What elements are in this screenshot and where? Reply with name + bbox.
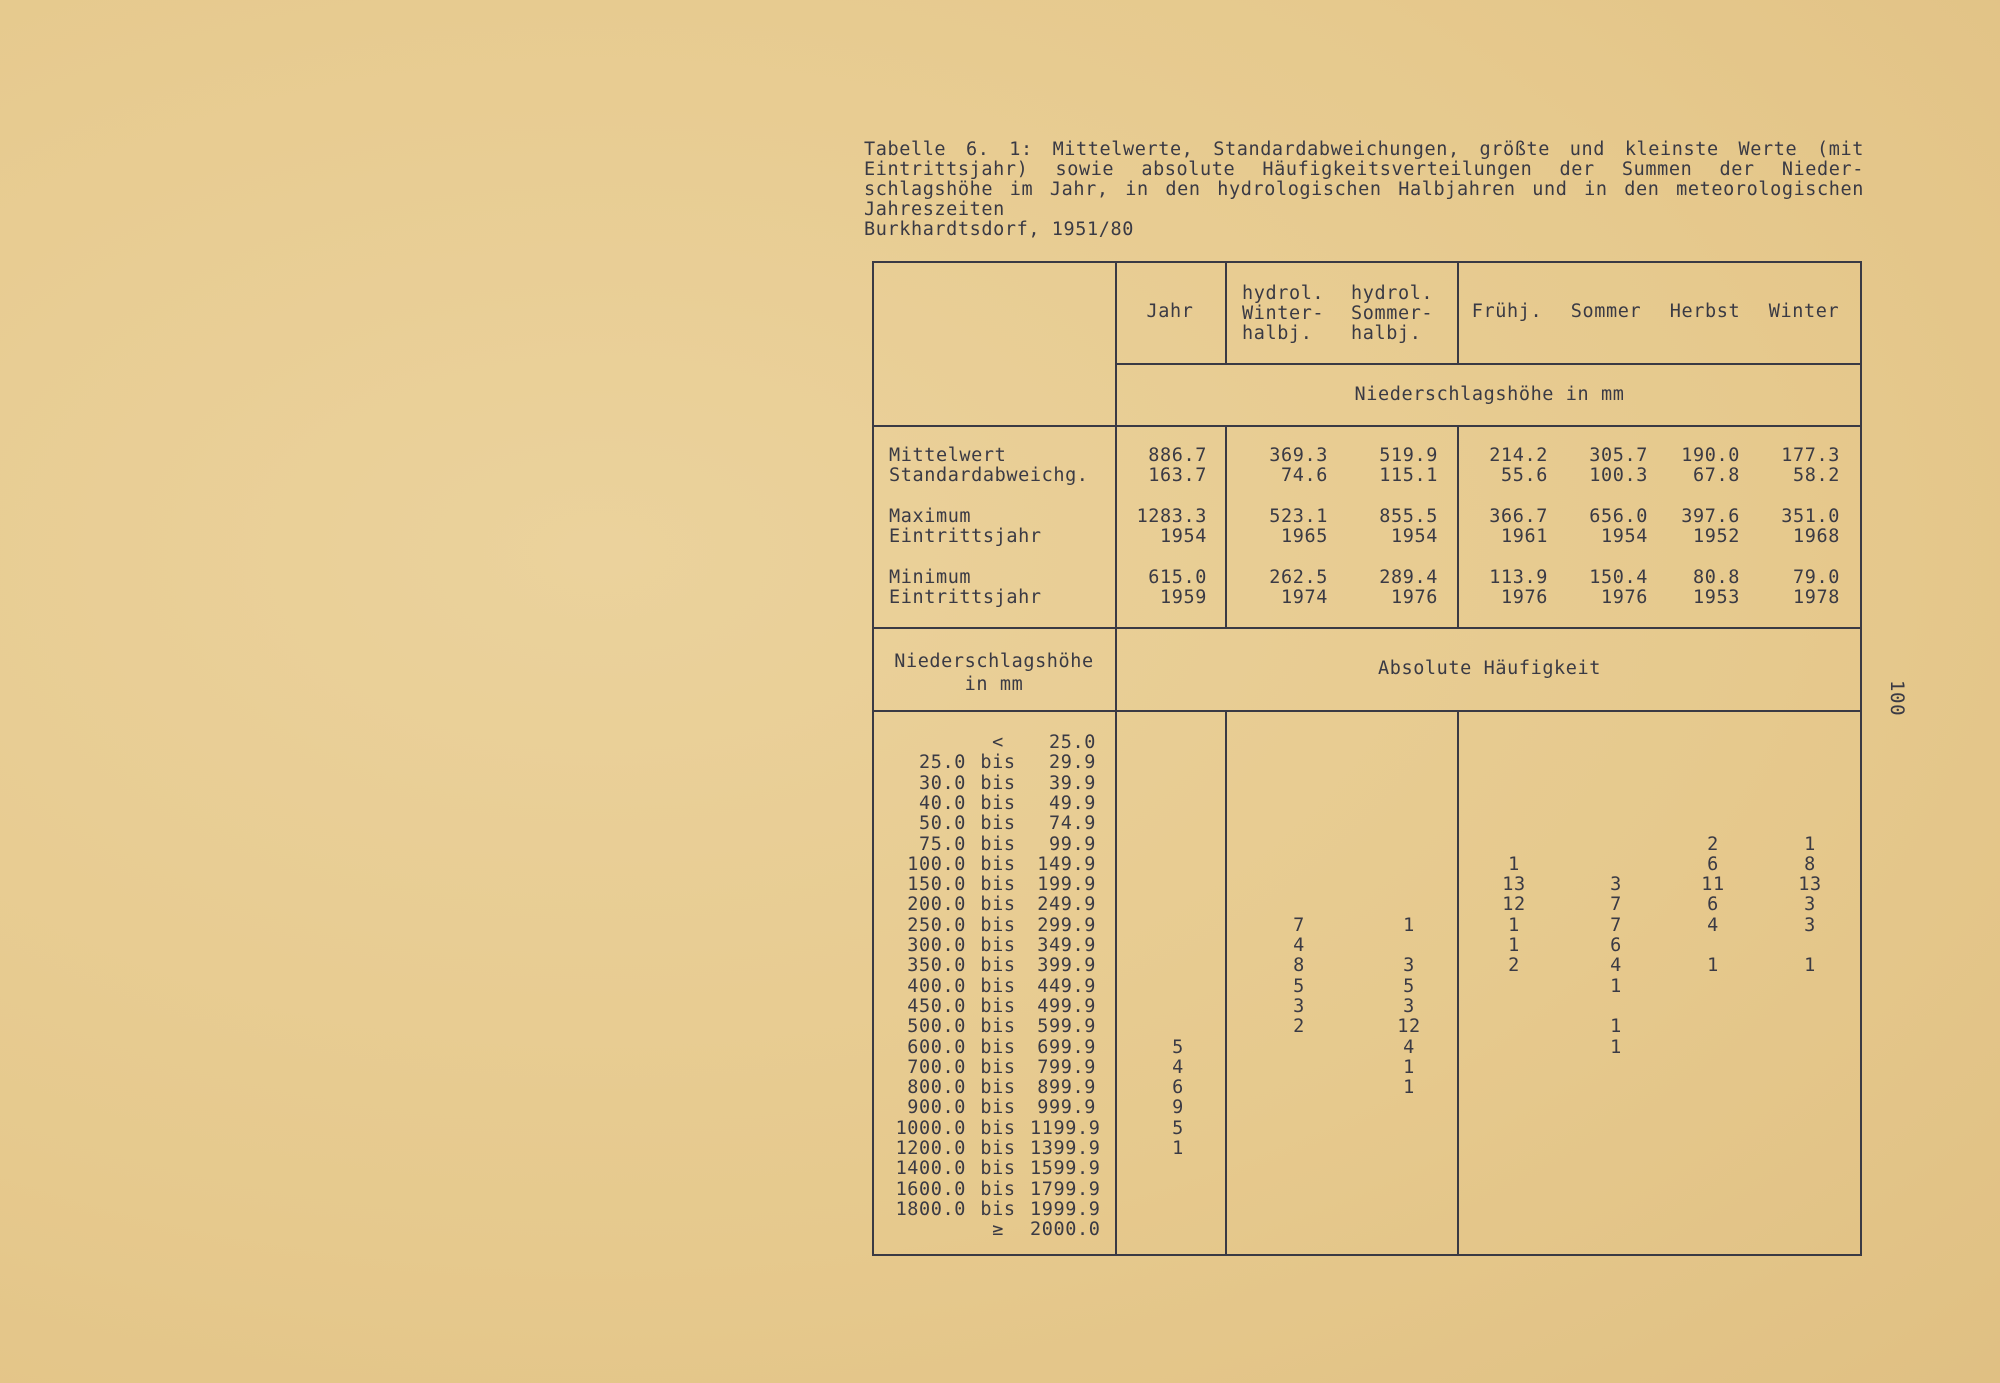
- class-separator: bis: [980, 1016, 1016, 1038]
- freq-header-left-line: in mm: [964, 674, 1024, 695]
- header-winter: Winter: [1768, 301, 1840, 322]
- stats-cell: 855.5: [1379, 506, 1438, 527]
- freq-count-cell: 9: [1172, 1097, 1184, 1119]
- class-separator: bis: [980, 1178, 1016, 1200]
- class-separator: bis: [980, 874, 1016, 896]
- stats-cell: 67.8: [1693, 465, 1740, 486]
- header-hydrol-sommer-line: Sommer-: [1351, 303, 1434, 324]
- stats-cell: 1954: [1160, 526, 1207, 547]
- class-separator: bis: [980, 955, 1016, 977]
- class-to: 599.9: [1037, 1016, 1096, 1038]
- class-from: 1800.0: [895, 1198, 966, 1220]
- stats-row-label: Maximum: [889, 506, 972, 527]
- caption-line: schlagshöhe im Jahr, in den hydrologischen Halbjahren und in den meteorologischen: [864, 179, 1864, 200]
- rule-stats-bottom: [872, 627, 1862, 629]
- freq-count-cell: 3: [1293, 995, 1305, 1017]
- rule-header-bottom: [872, 425, 1862, 427]
- class-to: 1399.9: [1030, 1138, 1101, 1159]
- class-from: 1200.0: [895, 1138, 966, 1159]
- class-from: 75.0: [919, 833, 966, 855]
- freq-count-cell: 12: [1502, 894, 1526, 916]
- class-from: 150.0: [907, 874, 966, 896]
- freq-count-cell: 7: [1610, 914, 1622, 936]
- freq-header-left-line: Niederschlagshöhe: [894, 651, 1094, 672]
- freq-count-cell: 7: [1293, 914, 1305, 936]
- stats-row-label: Minimum: [889, 567, 972, 588]
- class-separator: ≥: [992, 1219, 1004, 1241]
- freq-count-cell: 1: [1403, 1056, 1415, 1078]
- class-from: 1400.0: [895, 1158, 966, 1180]
- stats-cell: 100.3: [1589, 465, 1648, 486]
- stats-cell: 1968: [1793, 526, 1840, 547]
- rule-col-hydrol-mid: [1457, 425, 1459, 628]
- rule-header-unit: [1116, 363, 1862, 365]
- class-to: 299.9: [1037, 914, 1096, 936]
- header-hydrol-winter-line: Winter-: [1242, 303, 1325, 324]
- stats-cell: 1953: [1693, 587, 1740, 608]
- stats-row-label: Eintrittsjahr: [889, 587, 1042, 608]
- stats-cell: 305.7: [1589, 445, 1648, 466]
- class-separator: bis: [980, 1077, 1016, 1099]
- freq-count-cell: 2: [1293, 1016, 1305, 1038]
- rule-col-hydrol-bottom: [1457, 710, 1459, 1256]
- header-jahr: Jahr: [1146, 301, 1194, 322]
- freq-count-cell: 1: [1403, 1077, 1415, 1099]
- freq-count-cell: 1: [1508, 914, 1520, 936]
- class-from: 600.0: [907, 1036, 966, 1058]
- stats-cell: 190.0: [1681, 445, 1740, 466]
- freq-count-cell: 8: [1804, 853, 1816, 875]
- stats-cell: 58.2: [1793, 465, 1840, 486]
- freq-count-cell: 1: [1508, 853, 1520, 875]
- class-separator: bis: [980, 1056, 1016, 1078]
- header-hydrol-winter-line: halbj.: [1242, 323, 1313, 344]
- freq-count-cell: 4: [1610, 955, 1622, 977]
- class-to: 349.9: [1037, 935, 1096, 956]
- freq-count-cell: 6: [1610, 935, 1622, 956]
- class-to: 1599.9: [1030, 1158, 1101, 1180]
- class-separator: bis: [980, 1097, 1016, 1119]
- stats-cell: 1974: [1281, 587, 1328, 608]
- freq-count-cell: 6: [1707, 894, 1719, 916]
- stats-row-label: Mittelwert: [889, 445, 1007, 466]
- freq-count-cell: 1: [1804, 833, 1816, 855]
- stats-cell: 177.3: [1781, 445, 1840, 466]
- class-to: 199.9: [1037, 874, 1096, 896]
- class-separator: bis: [980, 1036, 1016, 1058]
- freq-count-cell: 12: [1397, 1016, 1421, 1038]
- stats-cell: 519.9: [1379, 445, 1438, 466]
- stats-cell: 262.5: [1269, 567, 1328, 588]
- class-to: 1999.9: [1030, 1198, 1101, 1220]
- class-to: 799.9: [1037, 1056, 1096, 1078]
- stats-cell: 1976: [1501, 587, 1548, 608]
- class-from: 400.0: [907, 975, 966, 997]
- class-separator: bis: [980, 1117, 1016, 1139]
- freq-count-cell: 4: [1403, 1036, 1415, 1058]
- freq-count-cell: 4: [1172, 1056, 1184, 1078]
- header-sommer: Sommer: [1570, 301, 1642, 322]
- freq-count-cell: 6: [1707, 853, 1719, 875]
- stats-cell: 1283.3: [1136, 506, 1207, 527]
- freq-count-cell: 5: [1403, 975, 1415, 997]
- class-to: 49.9: [1049, 792, 1096, 814]
- class-from: 1600.0: [895, 1178, 966, 1200]
- caption-line: Eintrittsjahr) sowie absolute Häufigkeitsverteilungen der Summen der Nieder-: [864, 159, 1864, 180]
- class-from: 800.0: [907, 1077, 966, 1099]
- freq-count-cell: 4: [1293, 935, 1305, 956]
- class-to: 39.9: [1049, 772, 1096, 794]
- header-hydrol-sommer-line: halbj.: [1351, 323, 1422, 344]
- class-to: 99.9: [1049, 833, 1096, 855]
- stats-row-label: Standardabweichg.: [889, 465, 1089, 486]
- header-hydrol-winter: [1242, 284, 1324, 344]
- header-herbst: Herbst: [1669, 301, 1741, 322]
- class-separator: bis: [980, 752, 1016, 774]
- stats-cell: 1952: [1693, 526, 1740, 547]
- class-separator: bis: [980, 894, 1016, 916]
- stats-cell: 80.8: [1693, 567, 1740, 588]
- stats-cell: 74.6: [1281, 465, 1328, 486]
- stats-cell: 1954: [1391, 526, 1438, 547]
- class-from: 100.0: [907, 853, 966, 875]
- class-separator: bis: [980, 1158, 1016, 1180]
- stats-cell: 150.4: [1589, 567, 1648, 588]
- class-to: 25.0: [1049, 732, 1096, 753]
- class-from: 450.0: [907, 995, 966, 1017]
- class-separator: bis: [980, 792, 1016, 814]
- stats-cell: 1978: [1793, 587, 1840, 608]
- class-from: 200.0: [907, 894, 966, 916]
- freq-count-cell: 6: [1172, 1077, 1184, 1099]
- freq-count-cell: 5: [1172, 1036, 1184, 1058]
- rule-col-hydrol-top: [1457, 261, 1459, 364]
- class-from: 300.0: [907, 935, 966, 956]
- stats-cell: 1954: [1601, 526, 1648, 547]
- class-from: 30.0: [919, 772, 966, 794]
- stats-cell: 1959: [1160, 587, 1207, 608]
- freq-count-cell: 3: [1610, 874, 1622, 896]
- freq-count-cell: 1: [1610, 1016, 1622, 1038]
- class-to: 74.9: [1049, 813, 1096, 835]
- freq-count-cell: 3: [1403, 995, 1415, 1017]
- class-to: 449.9: [1037, 975, 1096, 997]
- stats-cell: 55.6: [1501, 465, 1548, 486]
- header-unit: Niederschlagshöhe in mm: [1354, 384, 1625, 405]
- stats-cell: 113.9: [1489, 567, 1548, 588]
- stats-cell: 1976: [1391, 587, 1438, 608]
- class-to: 149.9: [1037, 853, 1096, 875]
- header-hydrol-sommer: [1351, 284, 1433, 344]
- freq-count-cell: 8: [1293, 955, 1305, 977]
- class-from: 900.0: [907, 1097, 966, 1119]
- class-to: 399.9: [1037, 955, 1096, 977]
- class-separator: bis: [980, 813, 1016, 835]
- freq-count-cell: 2: [1707, 833, 1719, 855]
- stats-cell: 366.7: [1489, 506, 1548, 527]
- freq-count-cell: 7: [1610, 894, 1622, 916]
- rule-col-jahr-mid: [1225, 425, 1227, 628]
- caption-line: Burkhardtsdorf, 1951/80: [864, 219, 1134, 240]
- freq-count-cell: 1: [1508, 935, 1520, 956]
- stats-cell: 79.0: [1793, 567, 1840, 588]
- freq-count-cell: 1: [1610, 1036, 1622, 1058]
- freq-count-cell: 5: [1172, 1117, 1184, 1139]
- stats-cell: 1961: [1501, 526, 1548, 547]
- stats-cell: 397.6: [1681, 506, 1740, 527]
- freq-count-cell: 1: [1403, 914, 1415, 936]
- freq-header-right: Absolute Häufigkeit: [1377, 658, 1602, 679]
- stats-cell: 163.7: [1148, 465, 1207, 486]
- class-to: 29.9: [1049, 752, 1096, 774]
- freq-count-cell: 1: [1610, 975, 1622, 997]
- stats-cell: 523.1: [1269, 506, 1328, 527]
- class-separator: bis: [980, 914, 1016, 936]
- class-to: 899.9: [1037, 1077, 1096, 1099]
- class-separator: bis: [980, 995, 1016, 1017]
- header-fruehjahr: Frühj.: [1471, 301, 1543, 322]
- class-to: 249.9: [1037, 894, 1096, 916]
- stats-cell: 289.4: [1379, 567, 1438, 588]
- freq-count-cell: 3: [1804, 914, 1816, 936]
- class-separator: bis: [980, 975, 1016, 997]
- freq-count-cell: 11: [1701, 874, 1725, 896]
- class-to: 2000.0: [1030, 1219, 1101, 1241]
- class-separator: bis: [980, 853, 1016, 875]
- stats-cell: 1976: [1601, 587, 1648, 608]
- class-separator: bis: [980, 935, 1016, 956]
- freq-count-cell: 2: [1508, 955, 1520, 977]
- rule-freq-header-bottom: [872, 710, 1862, 712]
- caption-line: Jahreszeiten: [864, 199, 1005, 220]
- header-hydrol-sommer-line: hydrol.: [1351, 283, 1434, 304]
- table-caption: [864, 140, 1864, 240]
- class-from: 1000.0: [895, 1117, 966, 1139]
- stats-cell: 115.1: [1379, 465, 1438, 486]
- stats-cell: 886.7: [1148, 445, 1207, 466]
- class-from: 25.0: [919, 752, 966, 774]
- freq-count-cell: 1: [1804, 955, 1816, 977]
- freq-count-cell: 1: [1707, 955, 1719, 977]
- class-to: 1799.9: [1030, 1178, 1101, 1200]
- class-to: 999.9: [1037, 1097, 1096, 1119]
- class-to: 699.9: [1037, 1036, 1096, 1058]
- class-separator: bis: [980, 1198, 1016, 1220]
- class-separator: bis: [980, 1138, 1016, 1159]
- class-to: 1199.9: [1030, 1117, 1101, 1139]
- freq-header-left: [874, 650, 1114, 696]
- caption-line: Tabelle 6. 1: Mittelwerte, Standardabweichungen, größte und kleinste Werte (mit: [864, 139, 1864, 160]
- stats-cell: 615.0: [1148, 567, 1207, 588]
- freq-count-cell: 13: [1798, 874, 1822, 896]
- class-separator: <: [992, 732, 1004, 753]
- page-number: 100: [1886, 680, 1908, 717]
- class-to: 499.9: [1037, 995, 1096, 1017]
- rule-col-jahr-bottom: [1225, 710, 1227, 1256]
- stats-cell: 214.2: [1489, 445, 1548, 466]
- class-from: 350.0: [907, 955, 966, 977]
- header-hydrol-winter-line: hydrol.: [1242, 283, 1325, 304]
- freq-count-cell: 3: [1403, 955, 1415, 977]
- class-separator: bis: [980, 772, 1016, 794]
- rule-col-label: [1115, 261, 1117, 1256]
- stats-cell: 369.3: [1269, 445, 1328, 466]
- stats-cell: 1965: [1281, 526, 1328, 547]
- class-from: 250.0: [907, 914, 966, 936]
- class-from: 50.0: [919, 813, 966, 835]
- freq-count-cell: 13: [1502, 874, 1526, 896]
- freq-count-cell: 5: [1293, 975, 1305, 997]
- rule-col-jahr-top: [1225, 261, 1227, 364]
- freq-count-cell: 1: [1172, 1138, 1184, 1159]
- class-from: 700.0: [907, 1056, 966, 1078]
- class-from: 500.0: [907, 1016, 966, 1038]
- stats-cell: 351.0: [1781, 506, 1840, 527]
- class-separator: bis: [980, 833, 1016, 855]
- stats-cell: 656.0: [1589, 506, 1648, 527]
- stats-row-label: Eintrittsjahr: [889, 526, 1042, 547]
- freq-count-cell: 4: [1707, 914, 1719, 936]
- freq-count-cell: 3: [1804, 894, 1816, 916]
- class-from: 40.0: [919, 792, 966, 814]
